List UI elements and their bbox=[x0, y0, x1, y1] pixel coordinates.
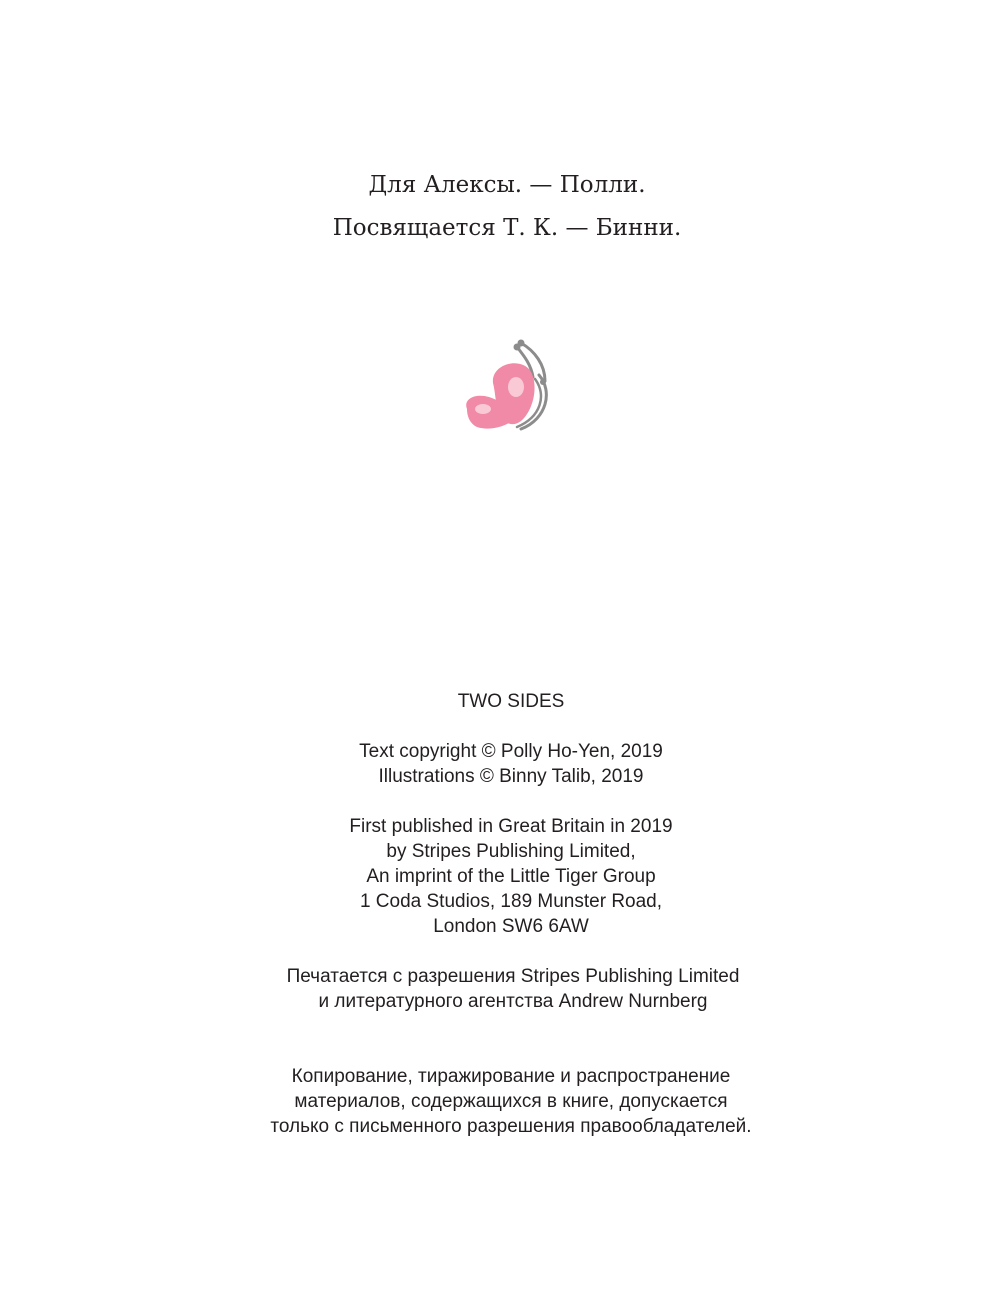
copyright-block bbox=[18, 739, 986, 789]
legal-line: материалов, содержащихся в книге, допускается bbox=[294, 1091, 728, 1112]
publisher-line: by Stripes Publishing Limited, bbox=[386, 841, 636, 862]
legal-line: только с письменного разрешения правообладателей. bbox=[270, 1116, 752, 1137]
dedication-line-1: Для Алексы. — Полли. bbox=[368, 172, 646, 198]
dedication-line-2: Посвящается Т. К. — Бинни. bbox=[332, 215, 682, 241]
copyright-line: Text copyright © Polly Ho-Yen, 2019 bbox=[359, 741, 663, 762]
butterfly-icon bbox=[455, 335, 565, 440]
publisher-line: An imprint of the Little Tiger Group bbox=[366, 866, 656, 887]
publisher-line: 1 Coda Studios, 189 Munster Road, bbox=[359, 891, 663, 912]
book-title bbox=[18, 689, 986, 714]
copyright-line: Illustrations © Binny Talib, 2019 bbox=[378, 766, 644, 787]
publisher-block bbox=[18, 814, 986, 939]
permission-block bbox=[20, 964, 986, 1014]
publisher-line: First published in Great Britain in 2019 bbox=[349, 816, 673, 837]
permission-line: и литературного агентства Andrew Nurnberg bbox=[318, 991, 708, 1012]
legal-line: Копирование, тиражирование и распространение bbox=[291, 1066, 731, 1087]
legal-notice bbox=[18, 1064, 986, 1139]
publisher-line: London SW6 6AW bbox=[433, 916, 589, 937]
permission-line: Печатается с разрешения Stripes Publishing Limited bbox=[286, 966, 740, 987]
title-text: TWO SIDES bbox=[457, 691, 565, 712]
